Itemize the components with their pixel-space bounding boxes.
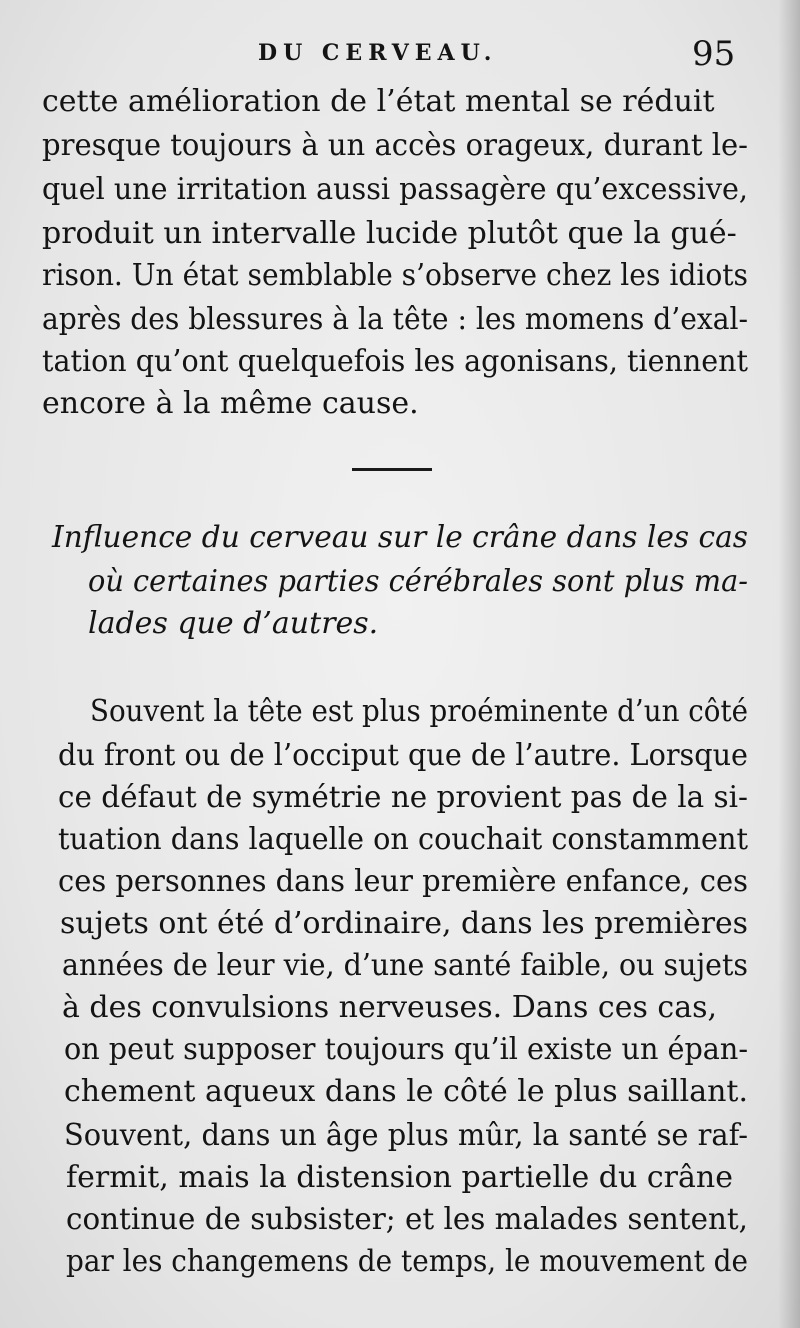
text-line: presque toujours à un accès orageux, durant le- (42, 128, 748, 163)
text-line: encore à la même cause. (42, 386, 419, 421)
text-line: rison. Un état semblable s’observe chez les idiots (42, 258, 748, 293)
page-header (0, 36, 800, 86)
text-line: sujets ont été d’ordinaire, dans les premières (60, 906, 748, 941)
text-line: tuation dans laquelle on couchait constamment (58, 822, 748, 857)
text-line: Souvent la tête est plus proéminente d’un côté (90, 694, 748, 729)
text-line: après des blessures à la tête : les momens d’exal- (42, 302, 748, 337)
section-divider (352, 468, 432, 471)
text-line: produit un intervalle lucide plutôt que la gué- (42, 216, 737, 251)
running-head: DU CERVEAU. (258, 40, 498, 66)
text-line: cette amélioration de l’état mental se réduit (42, 84, 715, 119)
text-line: Souvent, dans un âge plus mûr, la santé se raf- (64, 1118, 748, 1153)
page-edge-shadow (778, 0, 800, 1328)
page-number: 95 (692, 34, 736, 74)
text-line: du front ou de l’occiput que de l’autre. Lorsque (58, 738, 748, 773)
text-line: tation qu’ont quelquefois les agonisans, tiennent (42, 344, 748, 379)
text-line: à des convulsions nerveuses. Dans ces cas, (62, 990, 718, 1025)
text-line: fermit, mais la distension partielle du crâne (66, 1160, 733, 1195)
text-line: par les changemens de temps, le mouvement de (66, 1244, 748, 1279)
text-line: quel une irritation aussi passagère qu’excessive, (42, 172, 748, 207)
text-line: années de leur vie, d’une santé faible, ou sujets (62, 948, 748, 983)
text-line: ces personnes dans leur première enfance, ces (58, 864, 748, 899)
section-heading-line: où certaines parties cérébrales sont plus ma- (88, 564, 748, 599)
text-line: on peut supposer toujours qu’il existe un épan- (64, 1032, 748, 1067)
section-heading-line: lades que d’autres. (88, 606, 379, 641)
text-line: chement aqueux dans le côté le plus saillant. (64, 1074, 748, 1109)
text-line: ce défaut de symétrie ne provient pas de la si- (58, 780, 748, 815)
section-heading-line: Influence du cerveau sur le crâne dans les cas (52, 520, 748, 555)
text-line: continue de subsister; et les malades sentent, (66, 1202, 748, 1237)
